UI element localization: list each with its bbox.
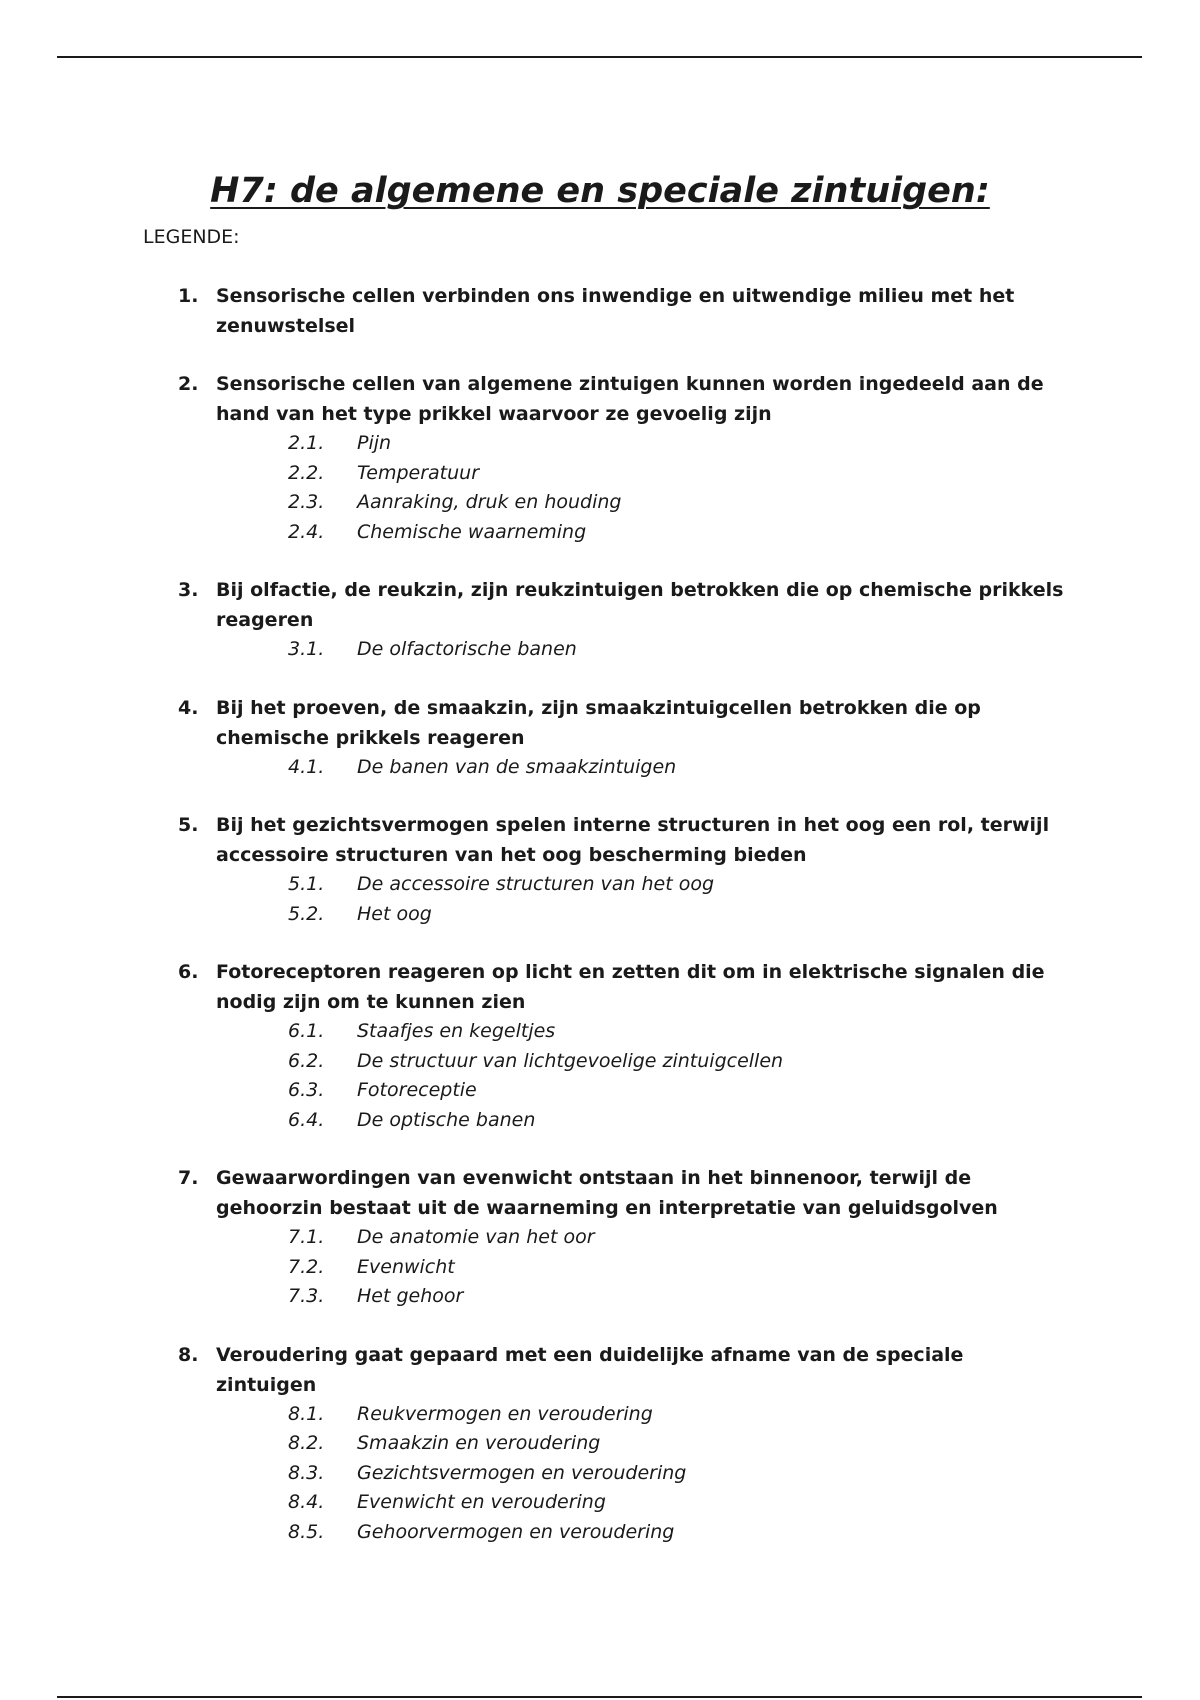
outline-item-text: Gewaarwordingen van evenwicht ontstaan in het binnenoor, terwijl de gehoorzin bestaat uit de waarneming en interpretatie van geluidsgolven: [216, 1167, 998, 1219]
outline-item: [0, 369, 1200, 547]
subitem-number: 7.3.: [288, 1285, 325, 1307]
subitem-label: De accessoire structuren van het oog: [357, 873, 715, 895]
subitem: [0, 1076, 1200, 1106]
subitem: [0, 459, 1200, 489]
subitem-label: Evenwicht: [357, 1255, 455, 1278]
subitem-number: 6.1.: [288, 1020, 325, 1042]
subitem-label: Aanraking, druk en houding: [357, 491, 622, 513]
subitem-number: 6.4.: [288, 1108, 325, 1131]
subitem-list: [0, 753, 1200, 783]
outline-item: [0, 575, 1200, 665]
legend-label: LEGENDE:: [143, 226, 240, 248]
subitem: [0, 1429, 1200, 1459]
bottom-rule: [57, 1696, 1142, 1698]
subitem-number: 4.1.: [288, 755, 325, 778]
outline-item: [0, 281, 1200, 341]
subitem-number: 2.3.: [288, 491, 325, 513]
subitem: [0, 1488, 1200, 1518]
subitem-number: 2.4.: [288, 520, 325, 543]
outline-item-text: Bij het gezichtsvermogen spelen interne structuren in het oog een rol, terwijl accessoire structuren van het oog bescherming bieden: [216, 814, 1050, 866]
subitem-label: Het oog: [357, 902, 432, 925]
page-title: H7: de algemene en speciale zintuigen:: [210, 171, 990, 212]
subitem: [0, 900, 1200, 930]
subitem: [0, 635, 1200, 665]
outline-item-number: 4.: [178, 696, 199, 719]
outline-item-number: 1.: [178, 285, 199, 307]
subitem-list: [0, 635, 1200, 665]
outline-item-number: 6.: [178, 961, 199, 983]
subitem: [0, 488, 1200, 518]
subitem-label: Staafjes en kegeltjes: [357, 1020, 556, 1042]
subitem-number: 2.1.: [288, 432, 325, 454]
subitem-label: Fotoreceptie: [357, 1079, 477, 1101]
outline-item-number: 8.: [178, 1343, 199, 1366]
subitem-list: [0, 1400, 1200, 1548]
subitem-label: De banen van de smaakzintuigen: [357, 755, 677, 778]
subitem-label: Reukvermogen en veroudering: [357, 1402, 653, 1425]
top-rule: [57, 56, 1142, 58]
outline-list: [0, 281, 1200, 1575]
subitem-number: 8.1.: [288, 1402, 325, 1425]
subitem: [0, 1459, 1200, 1489]
subitem: [0, 1017, 1200, 1047]
subitem: [0, 1518, 1200, 1548]
outline-item: [0, 810, 1200, 929]
subitem-label: Temperatuur: [357, 461, 480, 484]
subitem-number: 7.2.: [288, 1255, 325, 1278]
subitem-label: Gehoorvermogen en veroudering: [357, 1520, 675, 1543]
outline-item-text: Veroudering gaat gepaard met een duidelijke afname van de speciale zintuigen: [216, 1343, 964, 1396]
subitem-number: 3.1.: [288, 638, 325, 660]
subitem-list: [0, 1223, 1200, 1312]
subitem: [0, 518, 1200, 548]
subitem-number: 7.1.: [288, 1226, 325, 1248]
subitem: [0, 1400, 1200, 1430]
subitem-label: Pijn: [357, 432, 392, 454]
subitem-label: Smaakzin en veroudering: [357, 1432, 601, 1454]
subitem-number: 8.5.: [288, 1520, 325, 1543]
subitem: [0, 1047, 1200, 1077]
subitem-label: Chemische waarneming: [357, 520, 587, 543]
subitem-number: 6.3.: [288, 1079, 325, 1101]
subitem: [0, 1106, 1200, 1136]
subitem-label: De olfactorische banen: [357, 638, 577, 660]
subitem-number: 5.1.: [288, 873, 325, 895]
subitem-number: 5.2.: [288, 902, 325, 925]
outline-item-text: Bij olfactie, de reukzin, zijn reukzintuigen betrokken die op chemische prikkels reageren: [216, 579, 1064, 631]
subitem-label: Gezichtsvermogen en veroudering: [357, 1461, 687, 1484]
subitem-label: Evenwicht en veroudering: [357, 1491, 606, 1513]
outline-item: [0, 693, 1200, 783]
outline-item-number: 5.: [178, 814, 199, 836]
subitem-number: 6.2.: [288, 1049, 325, 1072]
subitem: [0, 429, 1200, 459]
subitem-label: De anatomie van het oor: [357, 1226, 595, 1248]
subitem-number: 8.2.: [288, 1432, 325, 1454]
subitem-label: De structuur van lichtgevoelige zintuigcellen: [357, 1049, 784, 1072]
subitem-label: Het gehoor: [357, 1285, 464, 1307]
outline-item-number: 3.: [178, 579, 199, 601]
subitem: [0, 870, 1200, 900]
subitem-number: 8.3.: [288, 1461, 325, 1484]
outline-item-number: 2.: [178, 373, 199, 395]
outline-item: [0, 1163, 1200, 1312]
outline-item-number: 7.: [178, 1167, 199, 1189]
subitem-list: [0, 870, 1200, 929]
outline-item: [0, 957, 1200, 1135]
outline-item-text: Bij het proeven, de smaakzin, zijn smaakzintuigcellen betrokken die op chemische prikkels reageren: [216, 696, 981, 749]
outline-item-text: Fotoreceptoren reageren op licht en zetten dit om in elektrische signalen die nodig zijn om te kunnen zien: [216, 961, 1045, 1013]
subitem-list: [0, 429, 1200, 547]
subitem-label: De optische banen: [357, 1108, 536, 1131]
subitem: [0, 1223, 1200, 1253]
subitem-list: [0, 1017, 1200, 1135]
subitem-number: 2.2.: [288, 461, 325, 484]
subitem-number: 8.4.: [288, 1491, 325, 1513]
outline-item-text: Sensorische cellen van algemene zintuigen kunnen worden ingedeeld aan de hand van het type prikkel waarvoor ze gevoelig zijn: [216, 373, 1044, 425]
subitem: [0, 753, 1200, 783]
subitem: [0, 1282, 1200, 1312]
outline-item-text: Sensorische cellen verbinden ons inwendige en uitwendige milieu met het zenuwstelsel: [216, 285, 1015, 337]
outline-item: [0, 1340, 1200, 1548]
subitem: [0, 1253, 1200, 1283]
